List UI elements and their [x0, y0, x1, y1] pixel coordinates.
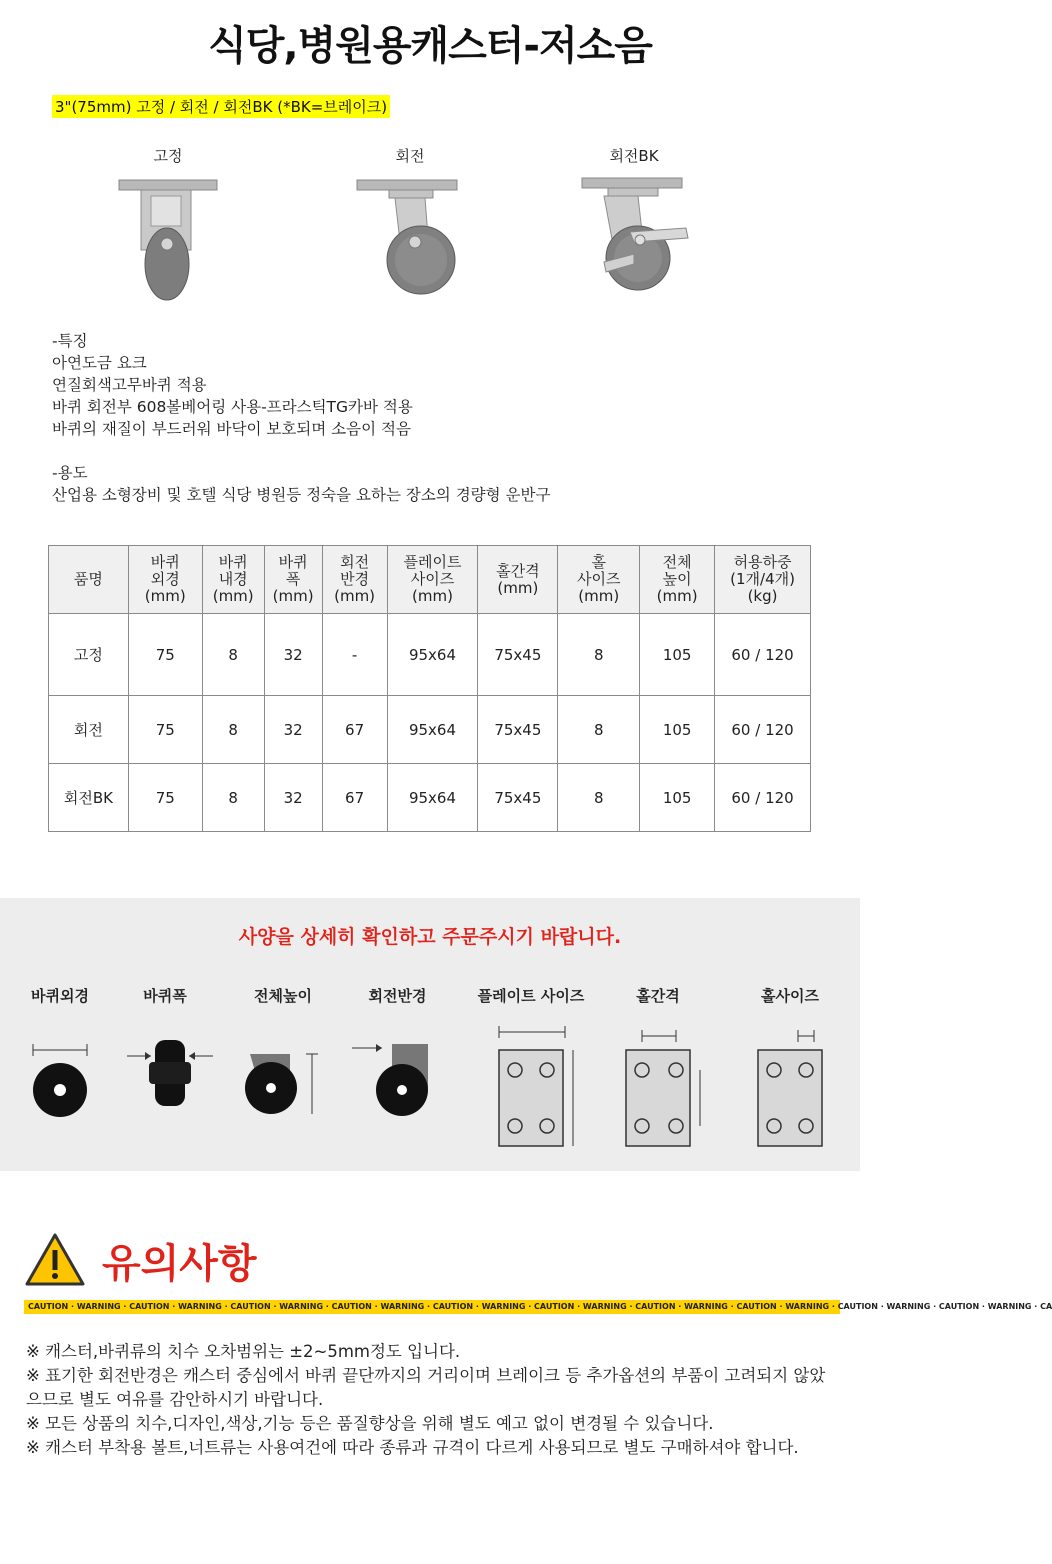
feature-line: 바퀴의 재질이 부드러워 바닥이 보호되며 소음이 적음	[52, 420, 411, 438]
table-cell: 105	[640, 696, 715, 764]
diagram-swivel-radius	[350, 985, 445, 1106]
note-line: ※ 캐스터 부착용 볼트,너트류는 사용여건에 따라 종류과 규격이 다르게 사용되므로 별도 구매하셔야 합니다.	[26, 1438, 799, 1457]
header-cell: 플레이트 사이즈 (mm)	[387, 546, 478, 614]
table-cell: 60 / 120	[715, 696, 811, 764]
table-cell: 75	[128, 764, 202, 832]
photo-label: 회전BK	[609, 147, 659, 165]
table-row	[49, 614, 811, 696]
diagram-label: 홀간격	[636, 987, 680, 1005]
caution-strip: CAUTION · WARNING · CAUTION · WARNING · CAUTION · WARNING · CAUTION · WARNING · CAUTION · WARNING · CAUTION · WARNING · CAUTION · WARNING · CAUTION · WARNING · CAUTION · WARNING · CAUTION · WARNING · CA	[24, 1300, 840, 1314]
table-row	[49, 696, 811, 764]
diagram-label: 플레이트 사이즈	[477, 987, 585, 1005]
table-cell: 75x45	[478, 764, 558, 832]
features-heading: -특징	[52, 332, 88, 350]
header-cell: 허용하중 (1개/4개) (kg)	[715, 546, 811, 614]
total-height-icon	[238, 1016, 328, 1106]
header-cell: 바퀴 외경 (mm)	[128, 546, 202, 614]
swivel-caster-photo	[355, 172, 465, 292]
table-cell: 67	[322, 764, 387, 832]
photo-swivel-brake	[534, 122, 734, 292]
features-section	[52, 330, 550, 506]
header-cell: 홀 사이즈 (mm)	[558, 546, 640, 614]
feature-line: 연질회색고무바퀴 적용	[52, 376, 207, 394]
header-cell: 바퀴 폭 (mm)	[264, 546, 322, 614]
table-cell: 95x64	[387, 764, 478, 832]
diagram-wheel-outer	[20, 985, 100, 1106]
photo-fixed	[68, 122, 268, 292]
table-header-row	[49, 546, 811, 614]
diagram-label: 홀사이즈	[761, 987, 819, 1005]
table-cell: 75	[128, 614, 202, 696]
swivel-radius-icon	[350, 1016, 445, 1106]
order-notice: 사양을 상세히 확인하고 주문주시기 바랍니다.	[238, 926, 622, 948]
usage-heading: -용도	[52, 464, 88, 482]
plate-size-icon	[481, 1016, 581, 1146]
header-cell: 품명	[49, 546, 129, 614]
feature-line: 바퀴 회전부 608볼베어링 사용-프라스틱TG카바 적용	[52, 398, 413, 416]
diagram-wheel-width	[125, 985, 205, 1106]
photo-label: 회전	[395, 147, 425, 165]
product-photos	[52, 122, 808, 327]
table-cell: 95x64	[387, 696, 478, 764]
table-cell: 고정	[49, 614, 129, 696]
hole-size-icon	[740, 1016, 840, 1146]
table-cell: 60 / 120	[715, 764, 811, 832]
table-cell: 67	[322, 696, 387, 764]
hole-spacing-icon	[608, 1016, 708, 1146]
caution-title: 유의사항	[102, 1241, 257, 1287]
diagram-total-height	[238, 985, 328, 1106]
note-line: ※ 모든 상품의 치수,디자인,색상,기능 등은 품질향상을 위해 별도 예고 없이 변경될 수 있습니다.	[26, 1414, 714, 1433]
header-cell: 전체 높이 (mm)	[640, 546, 715, 614]
table-cell: 8	[558, 696, 640, 764]
spec-table	[48, 545, 811, 832]
feature-line: 아연도금 요크	[52, 354, 147, 372]
photo-label: 고정	[153, 147, 183, 165]
subtitle-highlight: 3"(75mm) 고정 / 회전 / 회전BK (*BK=브레이크)	[52, 95, 390, 118]
spacer	[52, 440, 550, 462]
table-cell: 105	[640, 764, 715, 832]
note-line: ※ 캐스터,바퀴류의 치수 오차범위는 ±2~5mm정도 입니다.	[26, 1342, 461, 1361]
table-cell: 32	[264, 614, 322, 696]
table-cell: 75	[128, 696, 202, 764]
table-cell: 8	[558, 764, 640, 832]
table-cell: 32	[264, 764, 322, 832]
wheel-width-icon	[125, 1016, 215, 1106]
diagram-label: 바퀴폭	[143, 987, 187, 1005]
table-cell: 75x45	[478, 614, 558, 696]
table-cell: 8	[202, 764, 264, 832]
diagram-label: 바퀴외경	[31, 987, 89, 1005]
table-cell: 회전BK	[49, 764, 129, 832]
photo-swivel	[310, 122, 510, 292]
table-cell: 8	[202, 614, 264, 696]
table-row	[49, 764, 811, 832]
usage-line: 산업용 소형장비 및 호텔 식당 병원등 정숙을 요하는 장소의 경량형 운반구	[52, 486, 551, 504]
diagram-hole-spacing	[608, 985, 708, 1146]
fixed-caster-photo	[113, 172, 223, 292]
table-cell: -	[322, 614, 387, 696]
warning-triangle-icon	[24, 1232, 86, 1288]
swivel-brake-caster-photo	[574, 172, 694, 292]
table-cell: 32	[264, 696, 322, 764]
table-cell: 회전	[49, 696, 129, 764]
header-cell: 바퀴 내경 (mm)	[202, 546, 264, 614]
table-cell: 75x45	[478, 696, 558, 764]
diagram-hole-size	[740, 985, 840, 1146]
diagram-label: 전체높이	[254, 987, 312, 1005]
diagram-plate-size	[466, 985, 596, 1146]
caution-notes	[26, 1340, 834, 1460]
page-title: 식당,병원용캐스터-저소음	[208, 23, 652, 69]
table-cell: 60 / 120	[715, 614, 811, 696]
wheel-outer-diameter-icon	[25, 1016, 95, 1106]
table-cell: 95x64	[387, 614, 478, 696]
table-cell: 105	[640, 614, 715, 696]
header-cell: 회전 반경 (mm)	[322, 546, 387, 614]
header-cell: 홀간격 (mm)	[478, 546, 558, 614]
table-cell: 8	[558, 614, 640, 696]
diagram-label: 회전반경	[368, 987, 427, 1005]
note-line: ※ 표기한 회전반경은 캐스터 중심에서 바퀴 끝단까지의 거리이며 브레이크 등 추가옵션의 부품이 고려되지 않았으므로 별도 여유를 감안하시기 바랍니다.	[26, 1366, 826, 1409]
table-cell: 8	[202, 696, 264, 764]
